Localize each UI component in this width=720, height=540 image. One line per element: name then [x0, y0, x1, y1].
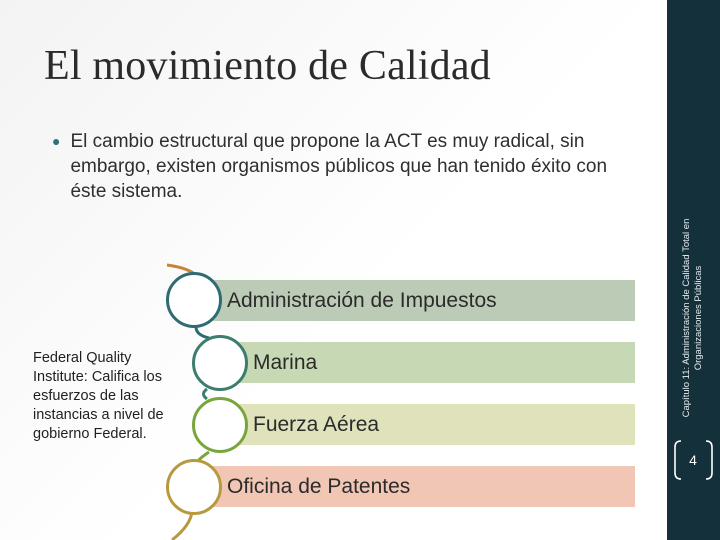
- stage-circle-administracion: [166, 272, 222, 328]
- stage-label-fuerza-aerea: Fuerza Aérea: [253, 412, 380, 436]
- sidebar: [667, 0, 720, 540]
- side-note: Federal Quality Institute: Califica los esfuerzos de las instancias a nivel de gobierno Federal.: [33, 350, 164, 442]
- page-number: 4: [689, 452, 697, 468]
- spine-bottom-segment: [172, 512, 192, 540]
- stage-bar-administracion: [197, 280, 635, 321]
- stage-circle-oficina-patentes: [166, 459, 222, 515]
- stage-circle-fuerza-aerea: [192, 397, 248, 453]
- stage-label-marina: Marina: [253, 350, 318, 374]
- spine-segment-2: [204, 389, 208, 399]
- stage-bar-marina: [223, 342, 635, 383]
- stage-label-oficina-patentes: Oficina de Patentes: [227, 474, 411, 498]
- spine-segment-1: [196, 327, 209, 338]
- stage-bar-oficina-patentes: [197, 466, 635, 507]
- stage-bar-fuerza-aerea: [223, 404, 635, 445]
- stage-label-administracion: Administración de Impuestos: [227, 288, 497, 312]
- bullet-dot-icon: ●: [52, 133, 61, 149]
- bullet-text: El cambio estructural que propone la ACT es muy radical, sin embargo, existen organismos públicos que han tenido éxito con éste sistema.: [70, 131, 608, 202]
- stage-circle-marina: [192, 335, 248, 391]
- slide-title: El movimiento de Calidad: [44, 43, 491, 89]
- chapter-caption: Capítulo 11: Administración de Calidad Total en Organizaciones Públicas: [681, 218, 704, 418]
